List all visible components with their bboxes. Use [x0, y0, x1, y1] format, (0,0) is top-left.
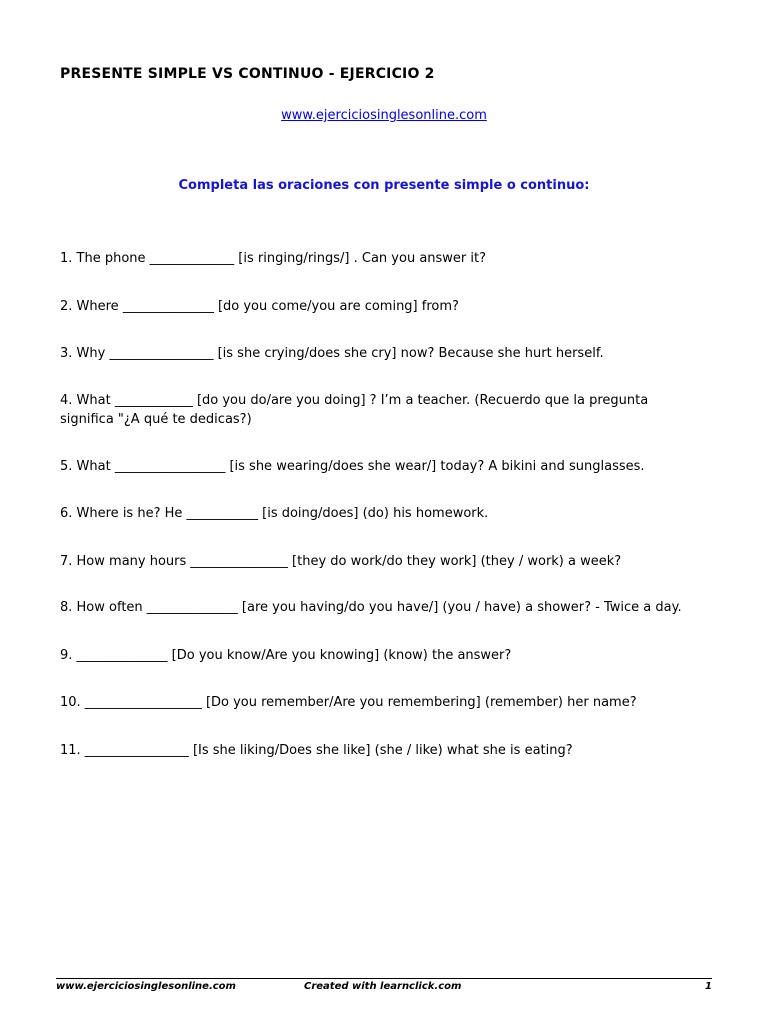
question-list [60, 249, 700, 760]
footer-website: www.ejerciciosinglesonline.com [56, 981, 236, 992]
question-5: 5. What _________________ [is she wearing/does she wear/] today? A bikini and sunglasses. [60, 458, 645, 474]
question-7: 7. How many hours _______________ [they do work/do they work] (they / work) a week? [60, 553, 622, 569]
footer-divider [56, 978, 712, 979]
footer-credit: Created with learnclick.com [304, 981, 462, 992]
website-link[interactable]: www.ejerciciosinglesonline.com [281, 108, 487, 123]
question-11: 11. ________________ [Is she liking/Does she like] (she / like) what she is eating? [60, 742, 573, 758]
question-3: 3. Why ________________ [is she crying/does she cry] now? Because she hurt herself. [60, 346, 604, 361]
question-2: 2. Where ______________ [do you come/you are coming] from? [60, 298, 459, 314]
question-4: 4. What ____________ [do you do/are you doing] ? I’m a teacher. (Recuerdo que la pregunta significa "¿A qué te dedicas?) [60, 392, 649, 427]
page-title: PRESENTE SIMPLE VS CONTINUO - EJERCICIO 2 [60, 66, 435, 82]
question-6: 6. Where is he? He ___________ [is doing/does] (do) his homework. [60, 506, 489, 521]
question-9: 9. ______________ [Do you know/Are you knowing] (know) the answer? [60, 647, 512, 663]
question-8: 8. How often ______________ [are you having/do you have/] (you / have) a shower? - Twice a day. [60, 600, 682, 615]
exercise-instruction: Completa las oraciones con presente simple o continuo: [178, 178, 590, 193]
question-1: 1. The phone _____________ [is ringing/rings/] . Can you answer it? [60, 251, 487, 266]
question-10: 10. __________________ [Do you remember/Are you remembering] (remember) her name? [60, 695, 637, 710]
page-number: 1 [705, 981, 712, 992]
